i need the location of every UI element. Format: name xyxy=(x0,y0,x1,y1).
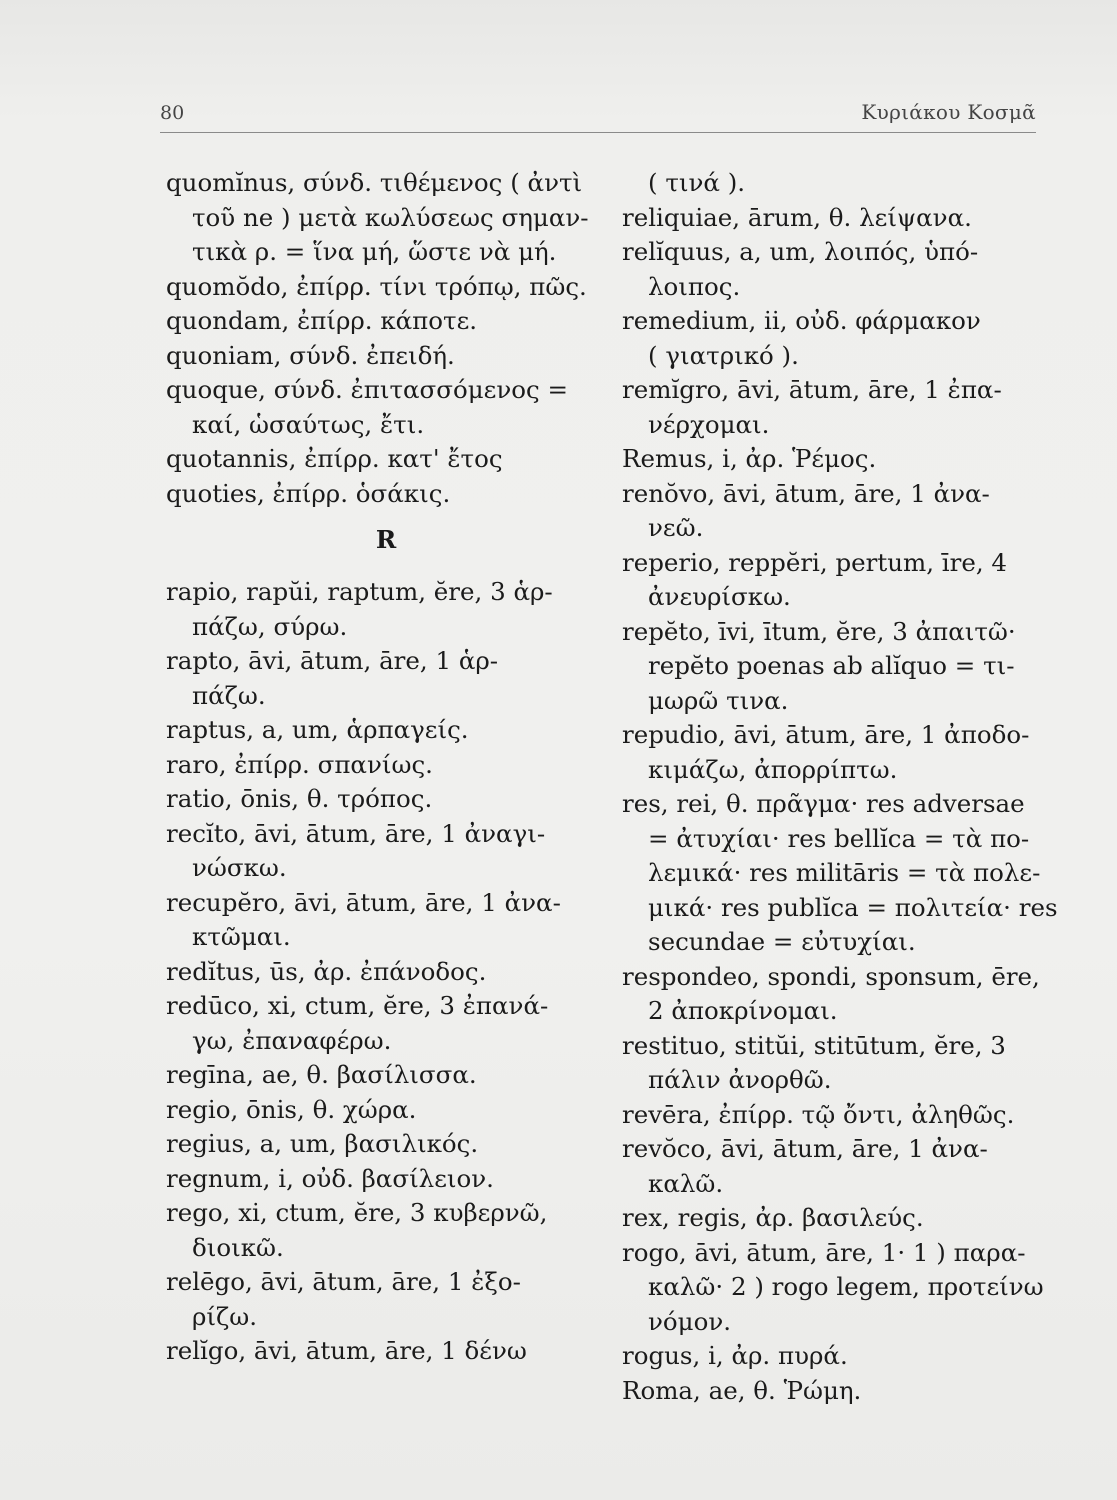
page-number: 80 xyxy=(160,102,185,124)
entry-line: νόμον. xyxy=(648,1306,731,1336)
entry-line: λοιπος. xyxy=(648,271,741,301)
entry-line: quoties, ἐπίρρ. ὁσάκις. xyxy=(166,478,451,508)
entry-line: καλῶ· 2 ) rogo legem, προτείνω xyxy=(648,1272,1044,1301)
entry-line: reliquiae, ārum, θ. λείψανα. xyxy=(622,202,972,232)
entry-line: relēgo, āvi, ātum, āre, 1 ἐξο- xyxy=(166,1267,521,1296)
entry-line: πάζω. xyxy=(192,680,266,710)
page-header xyxy=(160,96,1036,133)
entry-line: renŏvo, āvi, ātum, āre, 1 ἀνα- xyxy=(622,478,990,508)
entry-line: ratio, ōnis, θ. τρόπος. xyxy=(166,784,433,813)
entry-line: νώσκω. xyxy=(192,853,287,882)
entry-line: restituo, stitŭi, stitūtum, ĕre, 3 xyxy=(622,1030,1006,1060)
entry-line: διοικῶ. xyxy=(192,1232,284,1262)
entry-line: reperio, reppĕri, pertum, īre, 4 xyxy=(622,547,1008,577)
entry-line: rapto, āvi, ātum, āre, 1 ἁρ- xyxy=(166,646,499,675)
entry-line: regīna, ae, θ. βασίλισσα. xyxy=(166,1060,477,1089)
entry-line: revēra, ἐπίρρ. τῷ ὄντι, ἀληθῶς. xyxy=(622,1099,1015,1129)
entry-line: recĭto, āvi, ātum, āre, 1 ἀναγι- xyxy=(166,818,546,848)
entry-line: μωρῶ τινα. xyxy=(648,685,789,715)
entry-line: λεμικά· res militāris = τὰ πολε- xyxy=(648,858,1041,887)
entry-line: quoque, σύνδ. ἐπιτασσόμενος = xyxy=(166,375,569,404)
entry-line: quomŏdo, ἐπίρρ. τίνι τρόπῳ, πῶς. xyxy=(166,271,587,301)
entry-line: πάλιν ἀνορθῶ. xyxy=(648,1065,832,1094)
entry-line: secundae = εὐτυχίαι. xyxy=(648,927,916,956)
entry-line: πάζω, σύρω. xyxy=(192,611,348,641)
entry-line: νέρχομαι. xyxy=(648,409,770,439)
running-head: Κυριάκου Κοσμᾶ xyxy=(861,100,1036,124)
entry-line: raptus, a, um, ἁρπαγείς. xyxy=(166,715,469,744)
entry-line: ρίζω. xyxy=(192,1301,258,1331)
entry-line: rogus, i, ἀρ. πυρά. xyxy=(622,1341,848,1370)
entry-line: quomĭnus, σύνδ. τιθέμενος ( ἀντὶ xyxy=(166,168,583,197)
entry-line: res, rei, θ. πρᾶγμα· res adversae xyxy=(622,789,1025,818)
left-column xyxy=(166,166,606,1369)
entry-line: remĭgro, āvi, ātum, āre, 1 ἐπα- xyxy=(622,375,1002,404)
right-column xyxy=(622,166,1058,1408)
entry-line: respondeo, spondi, sponsum, ēre, xyxy=(622,961,1040,991)
entry-line: revŏco, āvi, ātum, āre, 1 ἀνα- xyxy=(622,1134,988,1163)
entry-line: quoniam, σύνδ. ἐπειδή. xyxy=(166,340,455,370)
entry-line: relĭquus, a, um, λοιπός, ὑπό- xyxy=(622,237,979,266)
entry-line: redūco, xi, ctum, ĕre, 3 ἐπανά- xyxy=(166,991,549,1020)
entry-line: recupĕro, āvi, ātum, āre, 1 ἀνα- xyxy=(166,887,561,917)
entry-line: rapio, rapŭi, raptum, ĕre, 3 ἁρ- xyxy=(166,577,553,606)
entry-line: Roma, ae, θ. Ῥώμη. xyxy=(622,1375,862,1405)
entry-line: quotannis, ἐπίρρ. κατ' ἔτος xyxy=(166,444,503,473)
entry-line: Remus, i, ἀρ. Ῥέμος. xyxy=(622,444,877,473)
entry-line: regius, a, um, βασιλικός. xyxy=(166,1129,479,1158)
entry-line: regnum, i, οὐδ. βασίλειον. xyxy=(166,1163,494,1193)
entry-line: γω, ἐπαναφέρω. xyxy=(192,1025,392,1055)
entry-line: κτῶμαι. xyxy=(192,922,291,951)
entry-line: τοῦ ne ) μετὰ κωλύσεως σημαν- xyxy=(192,202,589,232)
section-letter: R xyxy=(375,525,397,554)
entry-line: ( γιατρικό ). xyxy=(648,340,799,370)
entry-line: repĕto poenas ab alĭquo = τι- xyxy=(648,651,1015,680)
entry-line: τικὰ ρ. = ἵνα μή, ὥστε νὰ μή. xyxy=(192,237,557,266)
entry-line: relĭgo, āvi, ātum, āre, 1 δένω xyxy=(166,1336,527,1365)
entry-line: νεῶ. xyxy=(648,513,704,542)
entry-line: remedium, ii, οὐδ. φάρμακον xyxy=(622,306,981,335)
entry-line: ἀνευρίσκω. xyxy=(648,582,791,611)
entry-line: raro, ἐπίρρ. σπανίως. xyxy=(166,749,433,779)
entry-line: rego, xi, ctum, ĕre, 3 κυβερνῶ, xyxy=(166,1198,548,1227)
entry-line: 2 ἀποκρίνομαι. xyxy=(648,996,838,1025)
entry-line: ( τινά ). xyxy=(648,168,746,197)
entry-line: rogo, āvi, ātum, āre, 1· 1 ) παρα- xyxy=(622,1237,1026,1267)
entry-line: καλῶ. xyxy=(648,1168,724,1198)
entry-line: rex, regis, ἀρ. βασιλεύς. xyxy=(622,1203,924,1232)
entry-line: repudio, āvi, ātum, āre, 1 ἀποδο- xyxy=(622,720,1030,749)
entry-line: repĕto, īvi, ītum, ĕre, 3 ἀπαιτῶ· xyxy=(622,616,1016,646)
entry-line: μικά· res publĭca = πολιτεία· res xyxy=(648,892,1058,922)
entry-line: quondam, ἐπίρρ. κάποτε. xyxy=(166,306,478,335)
entry-line: καί, ὡσαύτως, ἔτι. xyxy=(192,409,425,439)
entry-line: regio, ōnis, θ. χώρα. xyxy=(166,1094,417,1124)
entry-line: κιμάζω, ἀπορρίπτω. xyxy=(648,754,898,784)
entry-line: = ἀτυχίαι· res bellĭca = τὰ πο- xyxy=(648,823,1030,853)
entry-line: redĭtus, ūs, ἀρ. ἐπάνοδος. xyxy=(166,956,487,986)
